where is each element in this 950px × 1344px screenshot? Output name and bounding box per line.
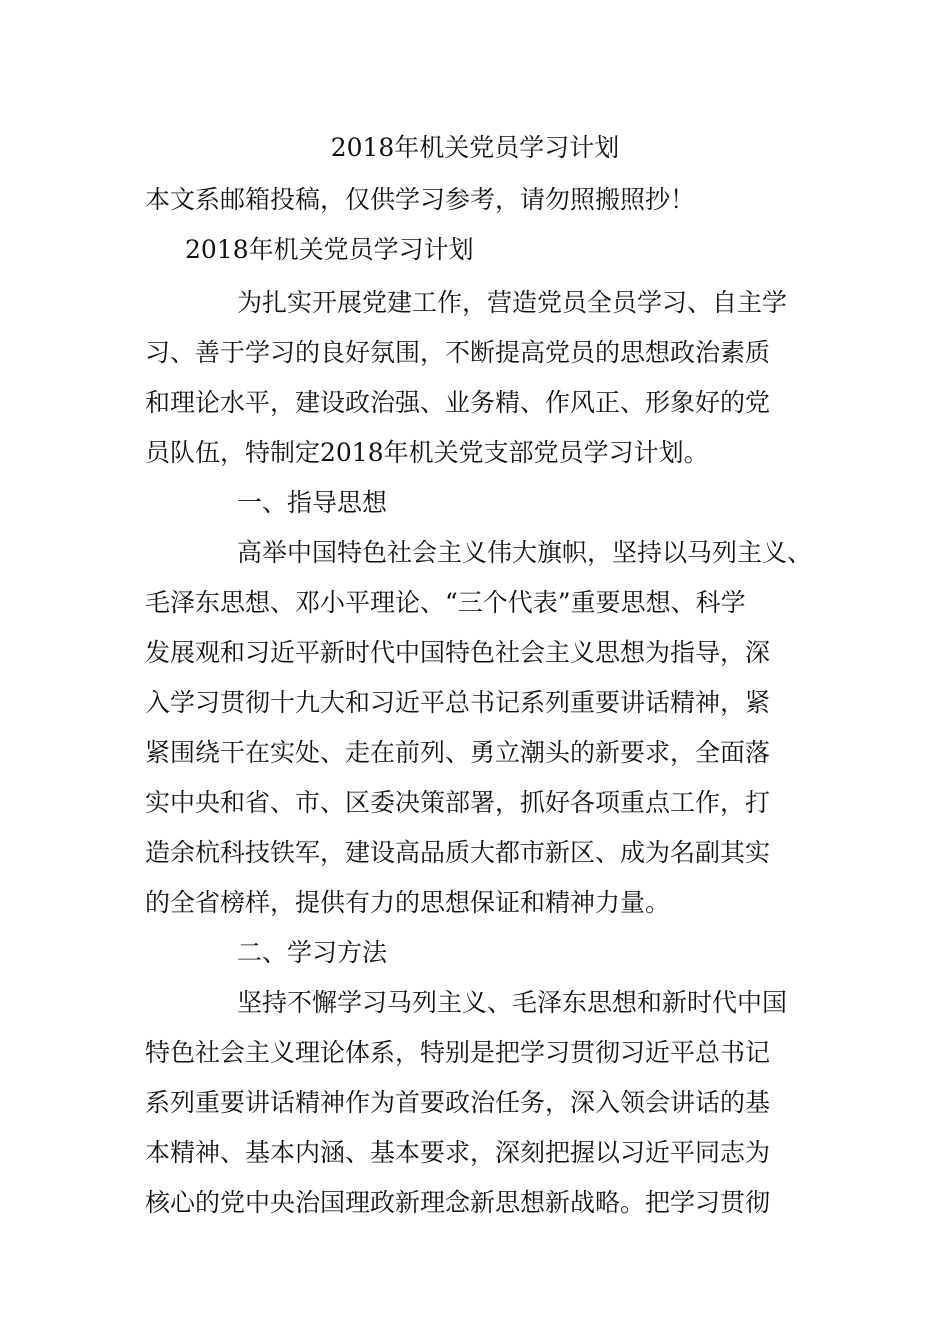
- section-1-line: 实中央和省、市、区委决策部署，抓好各项重点工作，打: [145, 788, 771, 817]
- section-2-heading: 二、学习方法: [237, 938, 388, 967]
- document-subtitle: 2018年机关党员学习计划: [185, 235, 474, 264]
- submission-notice: 本文系邮箱投稿，仅供学习参考，请勿照搬照抄！: [145, 185, 696, 214]
- section-2: [145, 928, 825, 1228]
- section-1-line: 毛泽东思想、邓小平理论、“三个代表”重要思想、科学: [145, 588, 746, 617]
- section-2-line: 坚持不懈学习马列主义、毛泽东思想和新时代中国: [237, 988, 788, 1017]
- section-2-line: 特色社会主义理论体系，特别是把学习贯彻习近平总书记: [145, 1038, 771, 1067]
- section-2-line: 本精神、基本内涵、基本要求，深刻把握以习近平同志为: [145, 1138, 771, 1167]
- intro-line: 习、善于学习的良好氛围，不断提高党员的思想政治素质: [145, 338, 771, 367]
- section-1: [145, 478, 825, 928]
- section-1-line: 发展观和习近平新时代中国特色社会主义思想为指导，深: [145, 638, 771, 667]
- section-1-heading: 一、指导思想: [237, 488, 388, 517]
- intro-line: 员队伍，特制定2018年机关党支部党员学习计划。: [145, 438, 709, 467]
- document-title: 2018年机关党员学习计划: [330, 133, 620, 162]
- section-2-line: 系列重要讲话精神作为首要政治任务，深入领会讲话的基: [145, 1088, 771, 1117]
- section-1-line: 紧围绕干在实处、走在前列、勇立潮头的新要求，全面落: [145, 738, 771, 767]
- section-1-line: 造余杭科技铁军，建设高品质大都市新区、成为名副其实: [145, 838, 771, 867]
- intro-line: 为扎实开展党建工作，营造党员全员学习、自主学: [237, 288, 788, 317]
- section-1-line: 高举中国特色社会主义伟大旗帜，坚持以马列主义、: [237, 538, 813, 567]
- section-1-line: 的全省榜样，提供有力的思想保证和精神力量。: [145, 888, 671, 917]
- intro-paragraph: [145, 278, 825, 478]
- intro-line: 和理论水平，建设政治强、业务精、作风正、形象好的党: [145, 388, 771, 417]
- section-1-line: 入学习贯彻十九大和习近平总书记系列重要讲话精神，紧: [145, 688, 771, 717]
- section-2-line: 核心的党中央治国理政新理念新思想新战略。把学习贯彻: [145, 1188, 771, 1217]
